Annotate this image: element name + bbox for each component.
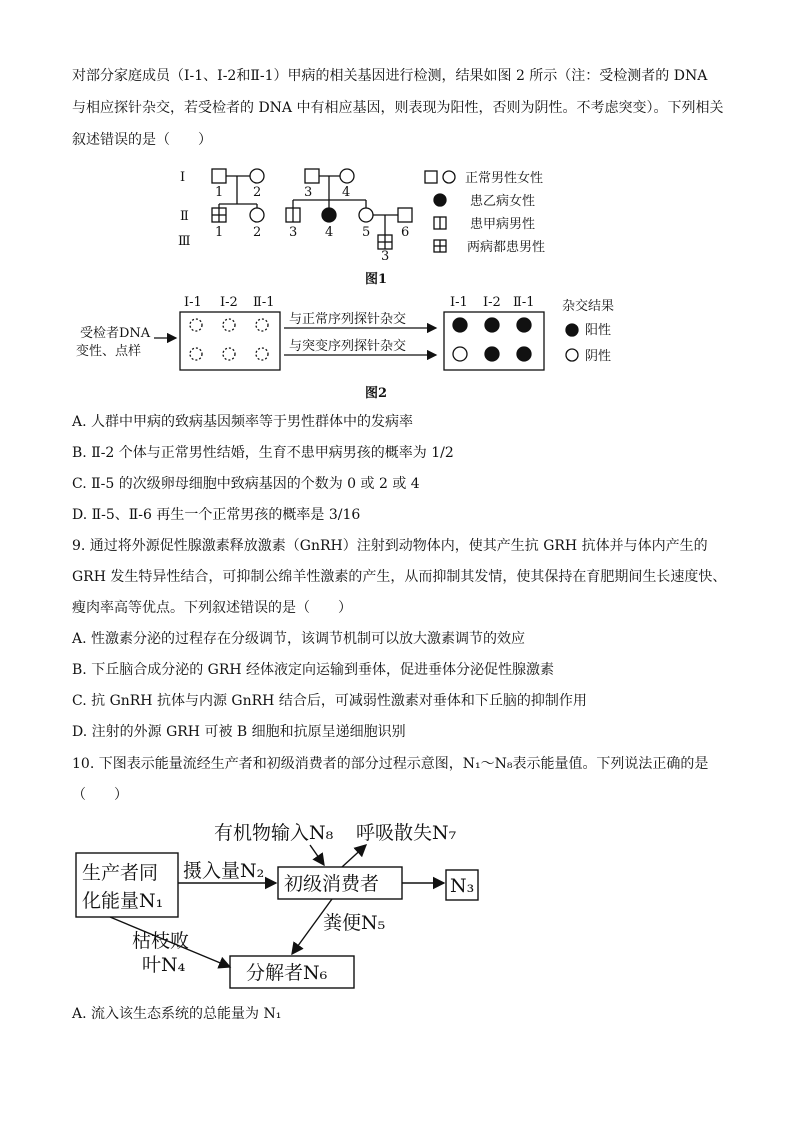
legend-disease-a-male: 患甲病男性: [470, 217, 536, 232]
g1-1-normal-male: [212, 169, 226, 183]
figure1-caption: 图1: [365, 272, 388, 287]
result-r2-c2-positive: [485, 347, 499, 361]
g1-2-normal-female: [250, 169, 264, 183]
q9-option-a: A. 性激素分泌的过程存在分级调节，该调节机制可以放大激素调节的效应: [72, 631, 526, 647]
g1-3-normal-male: [305, 169, 319, 183]
num-g2-6: 6: [401, 225, 410, 240]
litter-label-1: 枯枝败: [132, 930, 190, 952]
negative-label: 阴性: [585, 349, 612, 364]
dotted-sample-box: [180, 312, 280, 370]
num-g2-3: 3: [289, 225, 298, 240]
q8-option-a: A. 人群中甲病的致病基因频率等于男性群体中的发病率: [72, 414, 414, 430]
result-r2-c3-positive: [517, 347, 531, 361]
gen-label-1: Ⅰ: [180, 170, 186, 185]
q8-option-b: B. Ⅱ-2 个体与正常男性结婚，生育不患甲病男孩的概率为 1/2: [72, 445, 454, 461]
legend-disease-b-female: 患乙病女性: [470, 194, 536, 209]
num-g2-2: 2: [253, 225, 262, 240]
g1-4-normal-female: [340, 169, 354, 183]
g2-6-normal-male: [398, 208, 412, 222]
gen-label-3: Ⅲ: [178, 234, 191, 249]
decomposer-label: 分解者N₆: [246, 962, 328, 984]
result-col-label-2: Ⅰ-2: [483, 295, 501, 310]
result-col-label-1: Ⅰ-1: [450, 295, 468, 310]
q9-option-b: B. 下丘脑合成分泌的 GRH 经体液定向运输到垂体，促进垂体分泌促性腺激素: [72, 662, 555, 678]
q10-stem-1: 10. 下图表示能量流经生产者和初级消费者的部分过程示意图，N₁～N₈表示能量值。下列说法正确的是: [72, 756, 709, 772]
num-g1-1: 1: [215, 185, 224, 200]
hybridization-figure: [70, 292, 630, 374]
g2-2-normal-female: [250, 208, 264, 222]
probe-label-normal: 与正常序列探针杂交: [289, 312, 407, 327]
respiration-label: 呼吸散失N₇: [356, 822, 457, 844]
result-r2-c1-negative: [453, 347, 467, 361]
consumer-label: 初级消费者: [284, 873, 380, 895]
figure2-caption: 图2: [365, 386, 388, 401]
result-r1-c2-positive: [485, 318, 499, 332]
energy-flow-figure: [70, 815, 490, 995]
intro-line-2: 与相应探针杂交，若受检者的 DNA 中有相应基因，则表现为阳性，否则为阴性。不考虑突变）。下列相关: [72, 100, 724, 116]
n3-label: N₃: [450, 875, 475, 897]
q10-stem-2: （ ）: [72, 787, 128, 803]
num-g1-4: 4: [342, 185, 351, 200]
q9-stem-3: 瘦肉率高等优点。下列叙述错误的是（ ）: [72, 600, 352, 616]
q8-option-d: D. Ⅱ-5、Ⅱ-6 再生一个正常男孩的概率是 3/16: [72, 507, 361, 523]
q9-stem-1: 9. 通过将外源促性腺激素释放激素（GnRH）注射到动物体内，使其产生抗 GRH 抗体并与体内产生的: [72, 538, 708, 554]
col-label-1: Ⅰ-1: [184, 295, 202, 310]
intake-label: 摄入量N₂: [183, 860, 265, 882]
result-r1-c1-positive: [453, 318, 467, 332]
feces-label: 粪便N₅: [323, 912, 386, 934]
num-g1-2: 2: [253, 185, 262, 200]
q9-option-c: C. 抗 GnRH 抗体与内源 GnRH 结合后，可减弱性激素对垂体和下丘脑的抑制作用: [72, 693, 587, 709]
intro-line-3: 叙述错误的是（ ）: [72, 132, 212, 148]
gen-label-2: Ⅱ: [180, 209, 189, 224]
input-label: 有机物输入N₈: [214, 822, 334, 844]
legend-both-male: 两病都患男性: [467, 240, 546, 255]
result-r1-c3-positive: [517, 318, 531, 332]
producer-label-1: 生产者同: [82, 862, 159, 884]
col-label-2: Ⅰ-2: [220, 295, 238, 310]
q8-option-c: C. Ⅱ-5 的次级卵母细胞中致病基因的个数为 0 或 2 或 4: [72, 476, 420, 492]
num-g1-3: 3: [304, 185, 313, 200]
result-col-label-3: Ⅱ-1: [513, 295, 535, 310]
num-g3-3: 3: [381, 249, 390, 260]
legend-normal: 正常男性女性: [465, 171, 544, 186]
probe-label-mutant: 与突变序列探针杂交: [289, 339, 407, 354]
litter-label-2: 叶N₄: [142, 954, 186, 976]
num-g2-1: 1: [215, 225, 224, 240]
result-title: 杂交结果: [562, 299, 615, 314]
q9-option-d: D. 注射的外源 GRH 可被 B 细胞和抗原呈递细胞识别: [72, 724, 406, 740]
producer-label-2: 化能量N₁: [82, 890, 164, 912]
pedigree-figure: [170, 162, 580, 260]
g2-5-normal-female: [359, 208, 373, 222]
positive-label: 阳性: [585, 323, 612, 338]
intro-line-1: 对部分家庭成员（Ⅰ-1、Ⅰ-2和Ⅱ-1）甲病的相关基因进行检测，结果如图 2 所示（注：受检测者的 DNA: [72, 68, 708, 84]
sample-label-1: 受检者DNA: [80, 326, 151, 341]
q10-option-a: A. 流入该生态系统的总能量为 N₁: [72, 1006, 282, 1022]
g2-4-disease-b-female: [322, 208, 336, 222]
num-g2-5: 5: [362, 225, 371, 240]
col-label-3: Ⅱ-1: [253, 295, 275, 310]
sample-label-2: 变性、点样: [76, 344, 142, 359]
q9-stem-2: GRH 发生特异性结合，可抑制公绵羊性激素的产生，从而抑制其发情，使其保持在育肥期间生长速度快、: [72, 569, 727, 585]
num-g2-4: 4: [325, 225, 334, 240]
